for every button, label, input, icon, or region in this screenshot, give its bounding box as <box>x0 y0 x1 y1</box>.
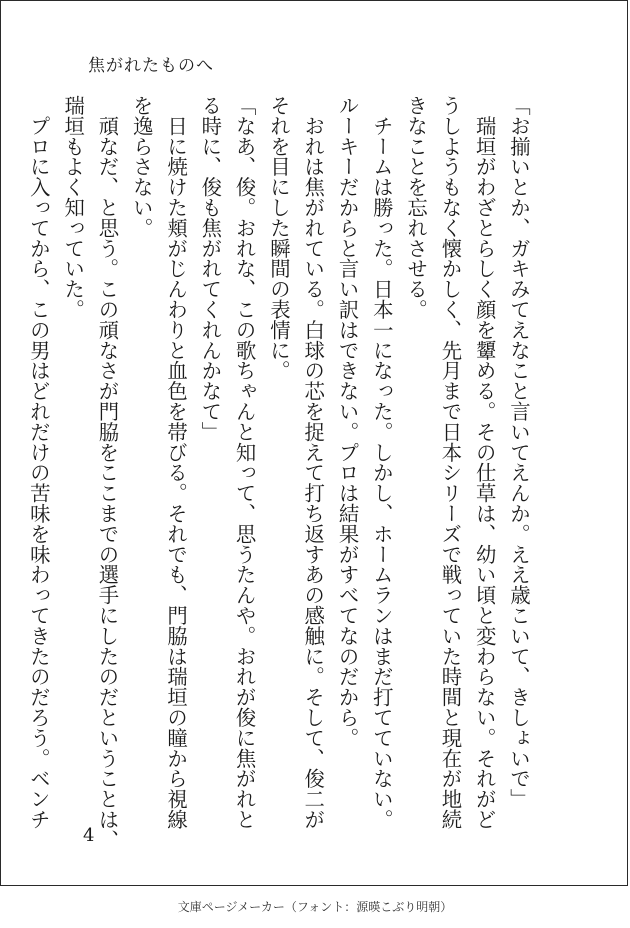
text-line: それを目にした瞬間の表情に。 <box>266 95 291 381</box>
body-text <box>26 95 536 850</box>
text-line: 頑なだ、と思う。この頑なさが門脇をここまでの選手にしたのだということは、 <box>95 95 120 850</box>
text-line: チームは勝った。日本一になった。しかし、ホームランはまだ打てていない。 <box>369 95 394 830</box>
text-line: 「お揃いとか、ガキみてえなこと言いてえんか。ええ歳こいて、きしょいで」 <box>507 95 531 809</box>
text-line: を逸らさない。 <box>129 95 154 238</box>
text-line: 日に焼けた頬がじんわりと血色を帯びる。それでも、門脇は瑞垣の瞳から視線 <box>164 95 189 830</box>
text-line: 瑞垣がわざとらしく顔を顰める。その仕草は、幼い頃と変わらない。それがど <box>472 95 497 830</box>
text-line: ルーキーだからと言い訳はできない。プロは結果がすべてなのだから。 <box>335 95 360 748</box>
footer-credit: 文庫ページメーカー（フォント：源暎こぶり明朝） <box>177 900 453 914</box>
text-line: プロに入ってから、この男はどれだけの苦味を味わってきたのだろう。ベンチ <box>26 95 51 830</box>
text-line: きなことを忘れさせる。 <box>404 95 429 320</box>
page-number: 4 <box>83 825 95 846</box>
text-line: 瑞垣もよく知っていた。 <box>61 95 86 320</box>
running-title: 焦がれたものへ <box>88 56 214 76</box>
text-line: 「なあ、俊。おれな、この歌ちゃんと知って、思うたんや。おれが俊に焦がれと <box>232 95 257 830</box>
text-line: おれは焦がれている。白球の芯を捉えて打ち返すあの感触に。そして、俊二が <box>301 95 326 830</box>
text-line: る時に、俊も焦がれてくれんかなて」 <box>198 95 223 442</box>
text-line: うしようもなく懐かしく、先月まで日本シリーズで戦っていた時間と現在が地続 <box>438 95 463 830</box>
